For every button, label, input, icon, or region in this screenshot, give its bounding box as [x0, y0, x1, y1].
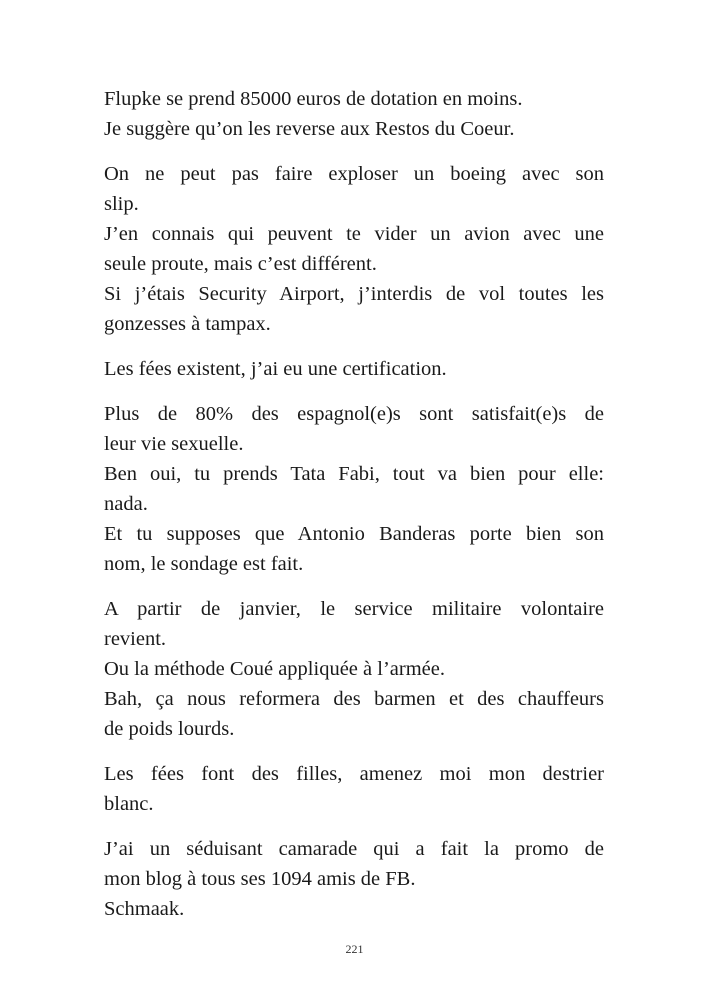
- paragraph-boeing: [104, 159, 604, 339]
- paragraph-promo-blog: [104, 834, 604, 924]
- text-line: A partir de janvier, le service militaire volontaire: [104, 598, 604, 620]
- text-line: seule proute, mais c’est différent.: [104, 253, 377, 275]
- paragraph-fees-certification: [104, 354, 604, 384]
- text-line: J’en connais qui peuvent te vider un avion avec une: [104, 223, 604, 245]
- page-number: 221: [345, 942, 364, 956]
- text-line: Plus de 80% des espagnol(e)s sont satisfait(e)s de: [104, 403, 604, 425]
- paragraph-flupke: [104, 84, 604, 144]
- paragraph-service-militaire: [104, 594, 604, 744]
- text-line: nom, le sondage est fait.: [104, 553, 304, 575]
- text-line: Ou la méthode Coué appliquée à l’armée.: [104, 658, 445, 680]
- text-line: Et tu supposes que Antonio Banderas porte bien son: [104, 523, 604, 545]
- text-line: Bah, ça nous reformera des barmen et des chauffeurs: [104, 688, 604, 710]
- text-line: Flupke se prend 85000 euros de dotation en moins.: [104, 88, 523, 110]
- text-line: On ne peut pas faire exploser un boeing avec son: [104, 163, 604, 185]
- text-line: mon blog à tous ses 1094 amis de FB.: [104, 868, 416, 890]
- text-line: leur vie sexuelle.: [104, 433, 244, 455]
- paragraph-destrier: [104, 759, 604, 819]
- text-line: blanc.: [104, 793, 154, 815]
- text-line: nada.: [104, 493, 148, 515]
- text-line: de poids lourds.: [104, 718, 235, 740]
- text-line: gonzesses à tampax.: [104, 313, 271, 335]
- text-line: Schmaak.: [104, 898, 185, 920]
- text-line: Je suggère qu’on les reverse aux Restos du Coeur.: [104, 118, 515, 140]
- text-line: slip.: [104, 193, 139, 215]
- paragraph-sondage: [104, 399, 604, 579]
- text-line: Les fées font des filles, amenez moi mon destrier: [104, 763, 604, 785]
- text-line: Si j’étais Security Airport, j’interdis de vol toutes les: [104, 283, 604, 305]
- text-line: Les fées existent, j’ai eu une certification.: [104, 358, 447, 380]
- page-body: [104, 84, 604, 939]
- text-line: Ben oui, tu prends Tata Fabi, tout va bien pour elle:: [104, 463, 604, 485]
- text-line: revient.: [104, 628, 167, 650]
- text-line: J’ai un séduisant camarade qui a fait la promo de: [104, 838, 604, 860]
